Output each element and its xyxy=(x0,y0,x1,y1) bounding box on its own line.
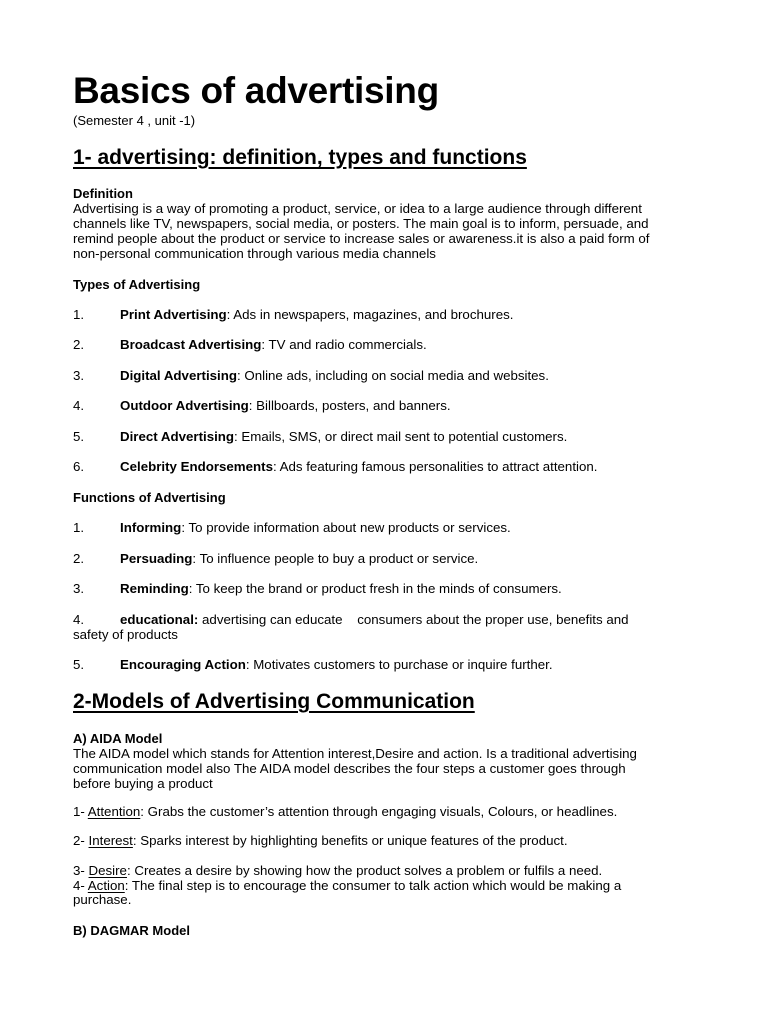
list-item-term: Persuading xyxy=(120,551,193,566)
list-number: 4. xyxy=(73,398,85,413)
document-title: Basics of advertising xyxy=(73,70,439,111)
aida-line: before buying a product xyxy=(73,776,213,791)
section-2-heading: 2-Models of Advertising Communication xyxy=(73,690,475,713)
list-number: 4. xyxy=(73,612,85,627)
aida-step-term: Interest xyxy=(88,833,133,848)
aida-step xyxy=(73,878,621,893)
dagmar-heading: B) DAGMAR Model xyxy=(73,923,190,938)
list-number: 5. xyxy=(73,657,85,672)
list-number: 2. xyxy=(73,337,85,352)
list-item-desc: : Motivates customers to purchase or inquire further. xyxy=(245,657,553,672)
list-number: 3. xyxy=(73,581,85,596)
aida-step-number: 1- xyxy=(73,804,88,819)
definition-line: Advertising is a way of promoting a product, service, or idea to a large audience through different xyxy=(73,201,642,216)
list-item-desc: : To provide information about new products or services. xyxy=(181,520,511,535)
list-item-desc: : Ads in newspapers, magazines, and brochures. xyxy=(226,307,514,322)
list-item-continuation: safety of products xyxy=(73,627,178,642)
list-item xyxy=(120,429,567,444)
aida-step-term: Attention xyxy=(87,804,141,819)
list-number: 1. xyxy=(73,520,85,535)
aida-line: communication model also The AIDA model describes the four steps a customer goes through xyxy=(73,761,626,776)
list-item-term: Digital Advertising xyxy=(120,368,237,383)
list-item-term: Encouraging Action xyxy=(120,657,246,672)
aida-step xyxy=(73,833,568,848)
list-item-desc: : To keep the brand or product fresh in the minds of consumers. xyxy=(188,581,562,596)
list-number: 3. xyxy=(73,368,85,383)
list-item-term: Reminding xyxy=(120,581,189,596)
list-number: 2. xyxy=(73,551,85,566)
definition-line: non-personal communication through various media channels xyxy=(73,246,436,261)
aida-step-desc: : Creates a desire by showing how the product solves a problem or fulfils a need. xyxy=(126,863,603,878)
aida-heading: A) AIDA Model xyxy=(73,731,163,746)
definition-heading: Definition xyxy=(73,186,133,201)
list-item xyxy=(120,520,511,535)
list-item xyxy=(120,612,629,627)
aida-step-term: Desire xyxy=(88,863,127,878)
aida-step-term: Action xyxy=(87,878,125,893)
list-item-term: Broadcast Advertising xyxy=(120,337,262,352)
list-item xyxy=(120,337,427,352)
list-item xyxy=(120,581,562,596)
aida-line: The AIDA model which stands for Attention interest,Desire and action. Is a traditional advertising xyxy=(73,746,637,761)
document-subtitle: (Semester 4 , unit -1) xyxy=(73,113,196,128)
list-item xyxy=(120,657,553,672)
aida-step-number: 3- xyxy=(73,863,89,878)
list-item xyxy=(120,368,549,383)
list-item-term: Direct Advertising xyxy=(120,429,235,444)
types-heading: Types of Advertising xyxy=(73,277,201,292)
list-item-desc: : To influence people to buy a product or service. xyxy=(192,551,479,566)
aida-step-number: 4- xyxy=(73,878,88,893)
aida-step-number: 2- xyxy=(73,833,89,848)
list-item xyxy=(120,551,478,566)
list-item-desc: advertising can educate consumers about the proper use, benefits and xyxy=(198,612,629,627)
list-number: 6. xyxy=(73,459,85,474)
list-item-desc: : Ads featuring famous personalities to attract attention. xyxy=(272,459,598,474)
aida-step-desc: : Grabs the customer’s attention through engaging visuals, Colours, or headlines. xyxy=(140,804,618,819)
aida-step xyxy=(73,804,617,819)
aida-paragraph xyxy=(73,746,637,791)
list-item-term: Informing xyxy=(120,520,182,535)
aida-step-desc: : Sparks interest by highlighting benefits or unique features of the product. xyxy=(132,833,568,848)
list-item xyxy=(120,307,513,322)
list-item-term: Celebrity Endorsements xyxy=(120,459,273,474)
aida-step-desc: : The final step is to encourage the consumer to talk action which would be making a xyxy=(124,878,622,893)
list-item-desc: : Billboards, posters, and banners. xyxy=(248,398,451,413)
list-item-term: educational: xyxy=(120,612,199,627)
list-item-term: Print Advertising xyxy=(120,307,227,322)
functions-heading: Functions of Advertising xyxy=(73,490,226,505)
list-item-term: Outdoor Advertising xyxy=(120,398,249,413)
definition-line: channels like TV, newspapers, social media, or posters. The main goal is to inform, persuade, and xyxy=(73,216,649,231)
list-item-desc: : TV and radio commercials. xyxy=(261,337,427,352)
list-item xyxy=(120,398,451,413)
list-item-desc: : Emails, SMS, or direct mail sent to potential customers. xyxy=(234,429,568,444)
definition-line: remind people about the product or service to increase sales or awareness.it is also a paid form of xyxy=(73,231,650,246)
aida-step-continuation: purchase. xyxy=(73,892,132,907)
aida-step xyxy=(73,863,602,878)
section-1-heading: 1- advertising: definition, types and functions xyxy=(73,146,527,169)
list-item-desc: : Online ads, including on social media and websites. xyxy=(236,368,549,383)
definition-paragraph xyxy=(73,201,650,261)
list-number: 5. xyxy=(73,429,85,444)
list-item xyxy=(120,459,597,474)
list-number: 1. xyxy=(73,307,85,322)
